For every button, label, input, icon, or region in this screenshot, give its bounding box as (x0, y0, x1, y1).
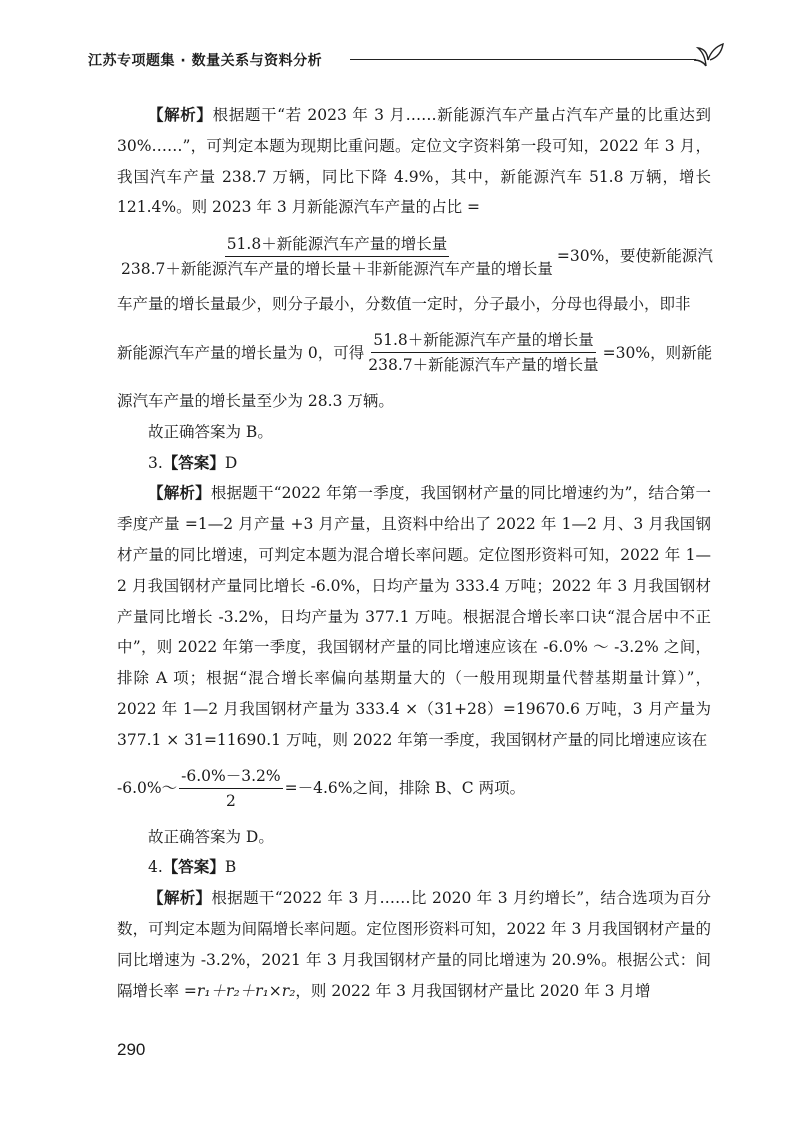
q2-analysis-continuation: 车产量的增长量最少，则分子最小，分数值一定时，分子最小，分母也得最小，即非 (117, 295, 691, 314)
q4-answer: B (224, 858, 237, 877)
q2-fraction-1 (119, 232, 555, 281)
q2-analysis-paragraph (117, 100, 711, 223)
q3-answer: D (224, 453, 238, 472)
q2-analysis-end: 源汽车产量的增长量至少为 28.3 万辆。 (117, 391, 394, 410)
q2-fraction-2 (366, 328, 600, 377)
q2-formula-line-1 (117, 224, 711, 288)
q4-answer-label: 【答案】 (162, 857, 225, 877)
q2-fraction-1-numerator: 51.8＋新能源汽车产量的增长量 (225, 232, 450, 257)
q2-fraction-2-numerator: 51.8＋新能源汽车产量的增长量 (371, 328, 596, 353)
q2-analysis-text: 根据题干“若 2023 年 3 月……新能源汽车产量占汽车产量的比重达到 30%……”，可判定本题为现期比重问题。定位文字资料第一段可知，2022 年 3 月，我国汽车产量 238.7 万辆，同比下降 4.9%，其中，新能源汽车 51.8 万辆，增长 121.4%。则 2023 年 3 月新能源汽车产量的占比 = (117, 106, 711, 217)
q3-fraction (179, 764, 283, 813)
q2-analysis-label: 【解析】 (148, 105, 213, 124)
q3-fraction-denominator: 2 (225, 792, 236, 811)
q2-formula-2-tail: =30%，则新能 (602, 343, 713, 362)
page-number: 290 (117, 1040, 146, 1059)
q3-number: 3. (148, 453, 163, 472)
q3-analysis-text: 根据题干“2022 年第一季度，我国钢材产量的同比增速约为”，结合第一季度产量 =1—2 月产量 +3 月产量，且资料中给出了 2022 年 1—2 月、3 月我国钢材产量的同比增速，可判定本题为混合增长率问题。定位图形资料可知，2022 年 1—2 月我国钢材产量同比增长 -6.0%，日均产量为 333.4 万吨；2022 年 3 月我国钢材产量同比增长 -3.2%，日均产量为 377.1 万吨。根据混合增长率口诀“混合居中不正中”，则 2022 年第一季度，我国钢材产量的同比增速应该在 -6.0% ～ -3.2% 之间，排除 A 项；根据“混合增长率偏向基期量大的（一般用现期量代替基期量计算）”，2022 年 1—2 月我国钢材产量为 333.4 ×（31+28）=19670.6 万吨，3 月产量为 377.1 × 31=11690.1 万吨，则 2022 年第一季度，我国钢材产量的同比增速应该在 (117, 484, 711, 749)
q2-conclusion: 故正确答案为 B。 (148, 422, 273, 441)
q3-conclusion: 故正确答案为 D。 (148, 827, 274, 846)
q4-answer-line (117, 852, 711, 883)
q3-analysis-paragraph (117, 478, 711, 755)
q3-formula-line (117, 757, 711, 821)
q4-analysis-text: 根据题干“2022 年 3 月……比 2020 年 3 月约增长”，结合选项为百分数，可判定本题为间隔增长率问题。定位图形资料可知，2022 年 3 月我国钢材产量的同比增速为 -3.2%，2021 年 3 月我国钢材产量的同比增速为 20.9%。根据公式：间隔增长率 = (117, 889, 711, 1000)
q3-formula-lead: -6.0%～ (117, 779, 178, 798)
q4-analysis-label: 【解析】 (148, 888, 212, 908)
q2-formula-line-2 (117, 321, 711, 385)
header-title: 江苏专项题集 · 数量关系与资料分析 (88, 53, 323, 69)
q4-analysis-paragraph (117, 883, 711, 1006)
q4-growth-formula: r₁＋r₂＋r₁×r₂ (196, 981, 296, 1000)
q2-fraction-2-denominator: 238.7＋新能源汽车产量的增长量 (368, 356, 599, 375)
running-header (88, 40, 728, 74)
q4-analysis-text-end: ，则 2022 年 3 月我国钢材产量比 2020 年 3 月增 (295, 981, 651, 1000)
page-body (117, 100, 711, 1006)
q2-formula-1-tail: =30%，要使新能源汽 (556, 246, 713, 265)
q3-analysis-label: 【解析】 (148, 483, 211, 503)
q2-fraction-1-denominator: 238.7＋新能源汽车产量的增长量＋非新能源汽车产量的增长量 (121, 259, 553, 278)
header-rule (350, 59, 696, 60)
leaf-icon (692, 40, 726, 70)
q4-number: 4. (148, 858, 163, 877)
q3-answer-line (117, 448, 711, 479)
q3-formula-tail: =－4.6%之间，排除 B、C 两项。 (284, 779, 526, 798)
q2-formula-2-lead: 新能源汽车产量的增长量为 0，可得 (117, 343, 365, 362)
q3-fraction-numerator: -6.0%－3.2% (179, 764, 283, 789)
q3-answer-label: 【答案】 (162, 452, 225, 472)
